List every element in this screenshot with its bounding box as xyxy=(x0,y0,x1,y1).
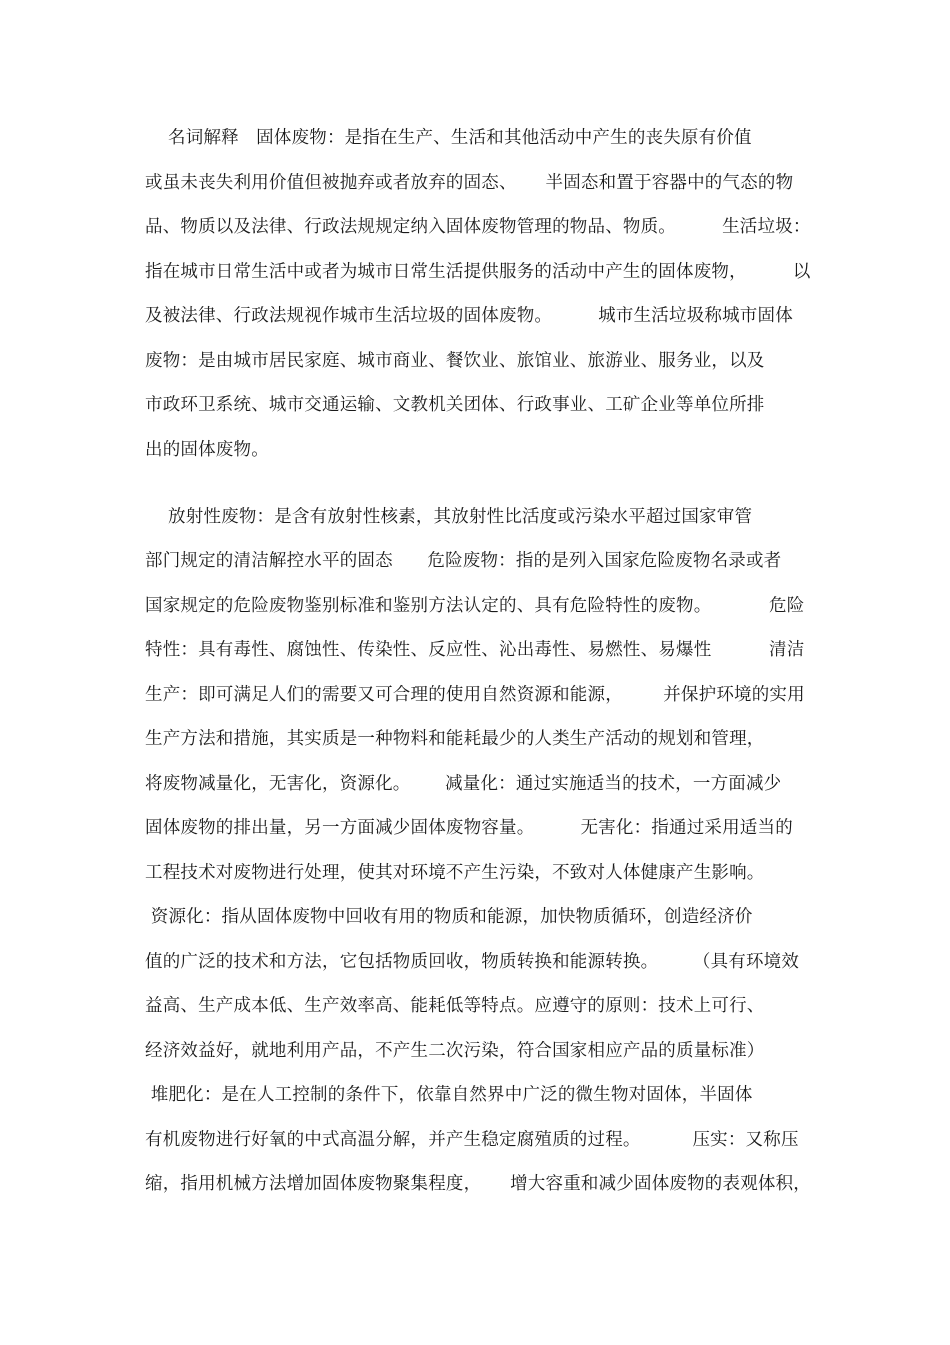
text-line: 将废物减量化，无害化，资源化。 减量化：通过实施适当的技术，一方面减少 xyxy=(145,774,782,794)
text-line: 值的广泛的技术和方法，它包括物质回收，物质转换和能源转换。 （具有环境效 xyxy=(145,952,800,972)
text-line: 有机废物进行好氧的中式高温分解，并产生稳定腐殖质的过程。 压实：又称压 xyxy=(145,1130,799,1150)
text-line: 或虽未丧失利用价值但被抛弃或者放弃的固态、 半固态和置于容器中的气态的物 xyxy=(145,173,794,193)
text-line: 出的固体废物。 xyxy=(145,440,269,460)
text-line: 放射性废物：是含有放射性核素，其放射性比活度或污染水平超过国家审管 xyxy=(145,507,753,527)
text-line: 生产：即可满足人们的需要又可合理的使用自然资源和能源， 并保护环境的实用 xyxy=(145,685,805,705)
text-line: 经济效益好，就地利用产品，不产生二次污染，符合国家相应产品的质量标准） xyxy=(145,1041,765,1061)
text-line: 特性：具有毒性、腐蚀性、传染性、反应性、沁出毒性、易燃性、易爆性 清洁 xyxy=(145,640,805,660)
text-line: 市政环卫系统、城市交通运输、文教机关团体、行政事业、工矿企业等单位所排 xyxy=(145,395,765,415)
text-line: 益高、生产成本低、生产效率高、能耗低等特点。应遵守的原则：技术上可行、 xyxy=(145,996,765,1016)
text-line: 固体废物的排出量，另一方面减少固体废物容量。 无害化：指通过采用适当的 xyxy=(145,818,793,838)
text-line: 品、物质以及法律、行政法规规定纳入固体废物管理的物品、物质。 生活垃圾： xyxy=(145,217,811,237)
text-line: 及被法律、行政法规视作城市生活垃圾的固体废物。 城市生活垃圾称城市固体 xyxy=(145,306,793,326)
text-line: 废物：是由城市居民家庭、城市商业、餐饮业、旅馆业、旅游业、服务业，以及 xyxy=(145,351,765,371)
text-line: 工程技术对废物进行处理，使其对环境不产生污染，不致对人体健康产生影响。 xyxy=(145,863,765,883)
text-line: 资源化：指从固体废物中回收有用的物质和能源，加快物质循环，创造经济价 xyxy=(145,907,753,927)
text-line: 指在城市日常生活中或者为城市日常生活提供服务的活动中产生的固体废物， 以 xyxy=(145,262,811,282)
text-line: 生产方法和措施，其实质是一种物料和能耗最少的人类生产活动的规划和管理， xyxy=(145,729,765,749)
text-line: 部门规定的清洁解控水平的固态 危险废物：指的是列入国家危险废物名录或者 xyxy=(145,551,782,571)
text-line: 缩，指用机械方法增加固体废物聚集程度， 增大容重和减少固体废物的表观体积， xyxy=(145,1174,812,1194)
text-line: 堆肥化：是在人工控制的条件下，依靠自然界中广泛的微生物对固体，半固体 xyxy=(145,1085,753,1105)
text-line: 国家规定的危险废物鉴别标准和鉴别方法认定的、具有危险特性的废物。 危险 xyxy=(145,596,805,616)
text-line: 名词解释 固体废物：是指在生产、生活和其他活动中产生的丧失原有价值 xyxy=(145,128,752,148)
